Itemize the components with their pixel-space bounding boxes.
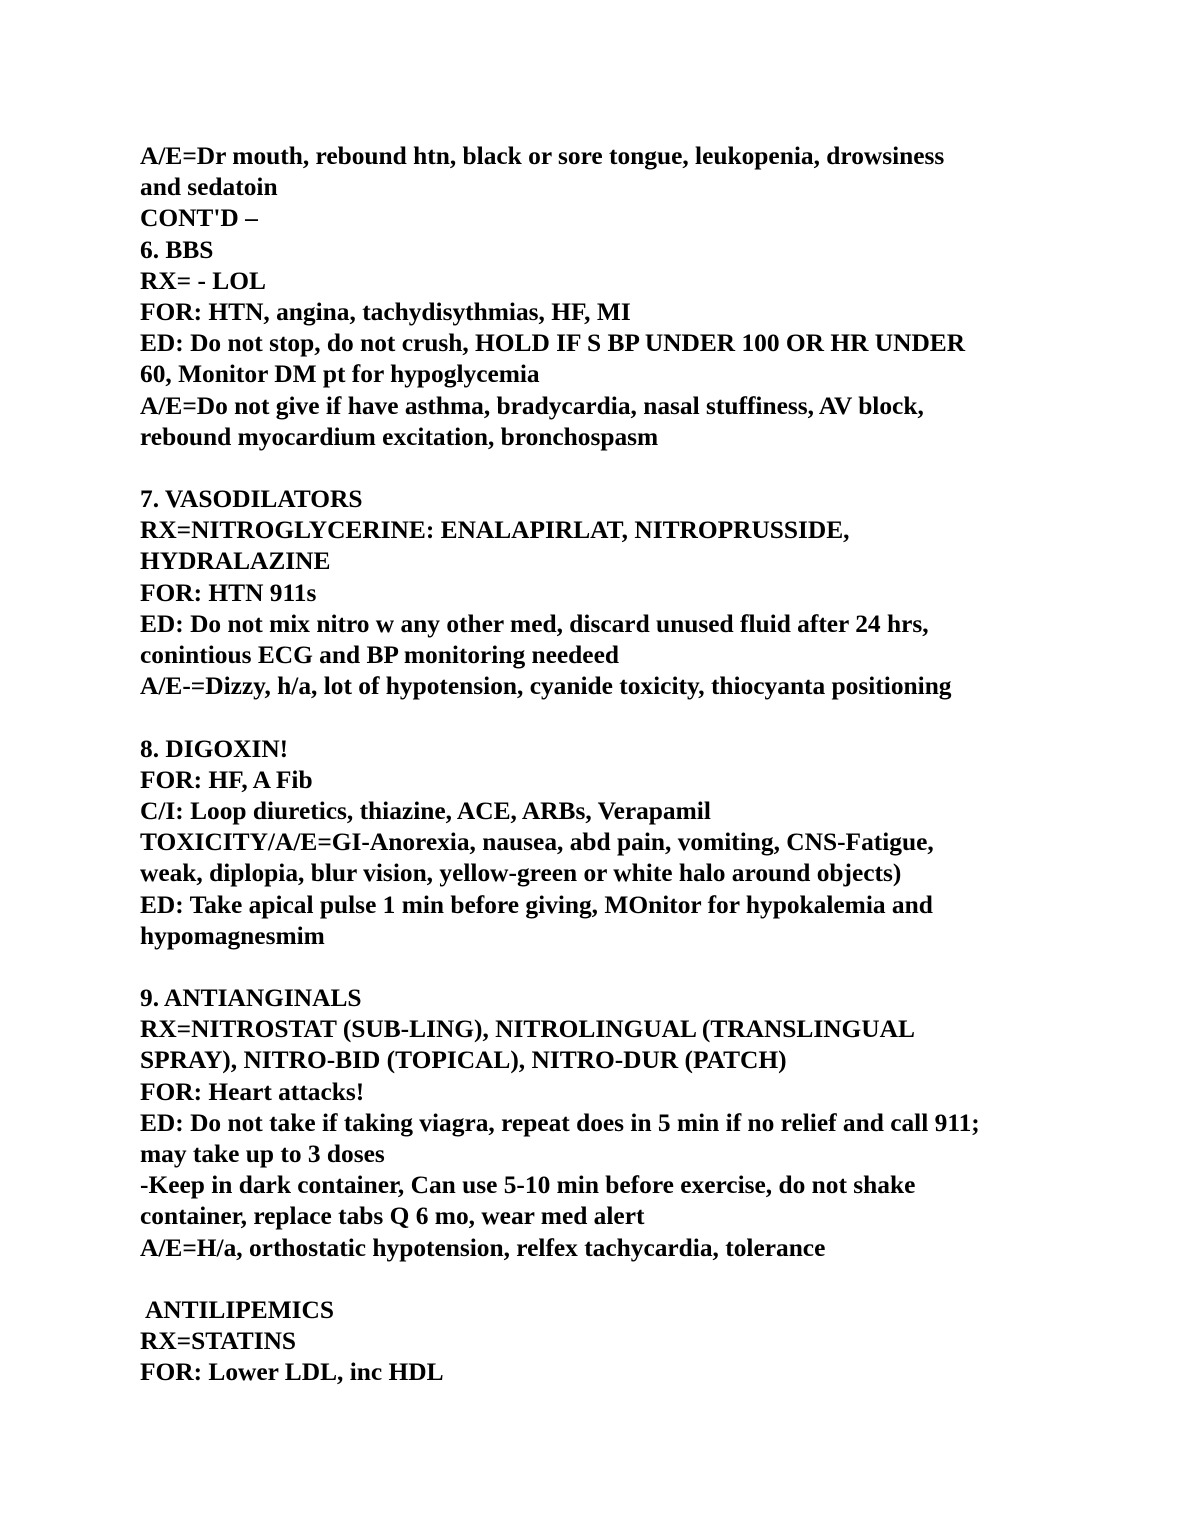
text-line: FOR: HTN, angina, tachydisythmias, HF, MI	[140, 297, 631, 326]
text-line: SPRAY), NITRO-BID (TOPICAL), NITRO-DUR (PATCH)	[140, 1046, 787, 1075]
text-line: TOXICITY/A/E=GI-Anorexia, nausea, abd pain, vomiting, CNS-Fatigue,	[140, 828, 934, 857]
text-line: -Keep in dark container, Can use 5-10 min before exercise, do not shake	[140, 1171, 916, 1200]
text-line: FOR: Lower LDL, inc HDL	[140, 1358, 444, 1387]
text-line: A/E=Do not give if have asthma, bradycardia, nasal stuffiness, AV block,	[140, 391, 924, 420]
text-line: hypomagnesmim	[140, 921, 325, 950]
document-page	[140, 141, 1060, 1389]
text-line: ED: Do not stop, do not crush, HOLD IF S BP UNDER 100 OR HR UNDER	[140, 329, 966, 358]
section-heading-digoxin: 8. DIGOXIN!	[140, 734, 289, 763]
text-line: ED: Do not mix nitro w any other med, discard unused fluid after 24 hrs,	[140, 609, 929, 638]
text-line: FOR: HTN 911s	[140, 578, 317, 607]
text-line: FOR: Heart attacks!	[140, 1077, 365, 1106]
paragraph-gap	[140, 453, 1060, 484]
text-line: A/E-=Dizzy, h/a, lot of hypotension, cyanide toxicity, thiocyanta positioning	[140, 672, 952, 701]
text-line: RX=NITROSTAT (SUB-LING), NITROLINGUAL (TRANSLINGUAL	[140, 1015, 915, 1044]
text-line: weak, diplopia, blur vision, yellow-green or white halo around objects)	[140, 859, 902, 888]
paragraph-gap	[140, 952, 1060, 983]
text-line: and sedatoin	[140, 173, 278, 202]
section-heading-vasodilators: 7. VASODILATORS	[140, 485, 363, 514]
text-line: HYDRALAZINE	[140, 547, 331, 576]
text-line: CONT'D –	[140, 204, 258, 233]
text-line: FOR: HF, A Fib	[140, 765, 313, 794]
section-heading-antilipemics: ANTILIPEMICS	[140, 1295, 334, 1324]
text-line: container, replace tabs Q 6 mo, wear med alert	[140, 1202, 645, 1231]
text-line: RX= - LOL	[140, 266, 266, 295]
text-line: RX=STATINS	[140, 1327, 297, 1356]
text-line: ED: Take apical pulse 1 min before giving, MOnitor for hypokalemia and	[140, 890, 933, 919]
text-line: may take up to 3 doses	[140, 1140, 385, 1168]
paragraph-gap	[140, 1264, 1060, 1295]
section-heading-bbs: 6. BBS	[140, 235, 214, 264]
text-line: C/I: Loop diuretics, thiazine, ACE, ARBs, Verapamil	[140, 796, 711, 825]
text-line: 60, Monitor DM pt for hypoglycemia	[140, 360, 540, 389]
text-line: RX=NITROGLYCERINE: ENALAPIRLAT, NITROPRUSSIDE,	[140, 516, 850, 545]
text-line: A/E=Dr mouth, rebound htn, black or sore tongue, leukopenia, drowsiness	[140, 142, 945, 170]
text-line: conintious ECG and BP monitoring needeed	[140, 641, 619, 669]
section-heading-antianginals: 9. ANTIANGINALS	[140, 984, 362, 1013]
paragraph-gap	[140, 702, 1060, 733]
text-line: A/E=H/a, orthostatic hypotension, relfex tachycardia, tolerance	[140, 1233, 826, 1262]
text-line: ED: Do not take if taking viagra, repeat does in 5 min if no relief and call 911;	[140, 1108, 980, 1137]
text-line: rebound myocardium excitation, bronchospasm	[140, 422, 659, 451]
